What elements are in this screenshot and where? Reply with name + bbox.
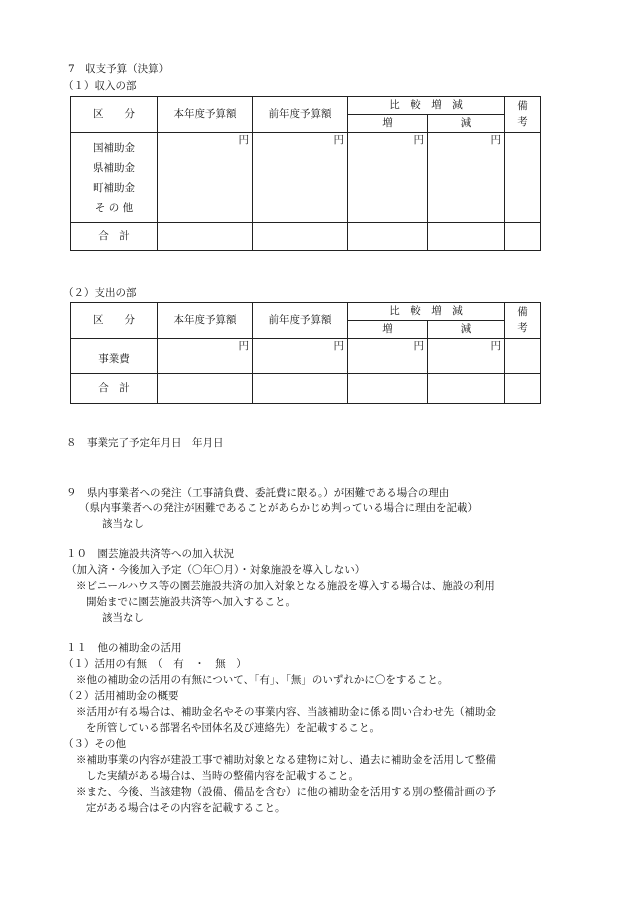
- income-previous-cell: 円: [253, 133, 348, 223]
- income-remarks-cell: [505, 133, 541, 223]
- section10-options: （加入済・今後加入予定（〇年〇月）・対象施設を導入しない）: [66, 564, 366, 576]
- header-previous: 前年度予算額: [253, 303, 348, 339]
- expense-item: 事業費: [98, 353, 130, 365]
- income-total-current: [158, 223, 253, 251]
- section9-answer: 該当なし: [102, 518, 144, 530]
- header-current: 本年度予算額: [158, 97, 253, 133]
- expense-items-cell: [71, 339, 158, 374]
- expense-total-current: [158, 374, 253, 404]
- section9-title: ９ 県内事業者への発注（工事請負費、委託費に限る。）が困難である場合の理由: [66, 487, 450, 499]
- expense-total-remarks: [505, 374, 541, 404]
- section8-text: ８ 事業完了予定年月日 年月日: [66, 437, 224, 449]
- section11-sub3-note1-line1: ※補助事業の内容が建設工事で補助対象となる建物に対し、過去に補助金を活用して整備: [76, 754, 496, 766]
- header-increase: 増: [348, 115, 428, 133]
- expense-current-cell: 円: [158, 339, 253, 374]
- income-item: 県補助金: [93, 162, 135, 174]
- section11-sub3-note1-line2: した実績がある場合は、当時の整備内容を記載すること。: [86, 770, 359, 782]
- header-previous: 前年度予算額: [253, 97, 348, 133]
- income-current-cell: 円: [158, 133, 253, 223]
- section11-sub3-note2-line1: ※また、今後、当該建物（設備、備品を含む）に他の補助金を活用する別の整備計画の予: [76, 786, 496, 798]
- income-total-increase: [348, 223, 428, 251]
- expense-decrease-cell: 円: [428, 339, 505, 374]
- header-current: 本年度予算額: [158, 303, 253, 339]
- expense-total-decrease: [428, 374, 505, 404]
- income-item: 国補助金: [93, 142, 135, 154]
- section7-title: 7 収支予算（決算）: [68, 63, 170, 75]
- income-title: （１）収入の部: [63, 80, 137, 92]
- section10-note-line2: 開始までに園芸施設共済等へ加入すること。: [86, 596, 296, 608]
- header-increase: 増: [348, 321, 428, 339]
- expense-increase-cell: 円: [348, 339, 428, 374]
- income-increase-cell: 円: [348, 133, 428, 223]
- header-category: 区 分: [71, 303, 158, 339]
- income-table: [70, 96, 549, 251]
- section11-sub2-note-line2: を所管している部署名や団体名及び連絡先）を記載すること。: [86, 722, 380, 734]
- section11-sub3-note2-line2: 定がある場合はその内容を記載すること。: [86, 802, 286, 814]
- expense-previous-cell: 円: [253, 339, 348, 374]
- expense-title: （２）支出の部: [63, 287, 137, 299]
- section10-note-line1: ※ビニールハウス等の園芸施設共済の加入対象となる施設を導入する場合は、施設の利用: [76, 580, 495, 592]
- income-total-decrease: [428, 223, 505, 251]
- section10-title: １０ 園芸施設共済等への加入状況: [66, 548, 234, 560]
- section11-sub1-title: （１）活用の有無 （ 有 ・ 無 ）: [63, 658, 247, 670]
- header-compare: 比 較 増 減: [348, 303, 505, 321]
- income-decrease-cell: 円: [428, 133, 505, 223]
- income-item: そ の 他: [94, 202, 134, 214]
- section11-sub2-note-line1: ※活用が有る場合は、補助金名やその事業内容、当該補助金に係る問い合わせ先（補助金: [76, 706, 496, 718]
- expense-total-previous: [253, 374, 348, 404]
- section11-sub2-title: （２）活用補助金の概要: [63, 690, 179, 702]
- section11-sub3-title: （３）その他: [63, 738, 126, 750]
- header-remarks: 備 考: [505, 303, 541, 339]
- income-total-remarks: [505, 223, 541, 251]
- expense-total-increase: [348, 374, 428, 404]
- expense-table: [70, 302, 549, 404]
- section9-note: （県内事業者への発注が困難であることがあらかじめ判っている場合に理由を記載）: [79, 502, 478, 514]
- expense-remarks-cell: [505, 339, 541, 374]
- section10-answer: 該当なし: [102, 612, 144, 624]
- section11-title: １１ 他の補助金の活用: [66, 642, 182, 654]
- header-category: 区 分: [71, 97, 158, 133]
- expense-total-label: 合 計: [71, 374, 158, 404]
- income-items-cell: [71, 133, 158, 223]
- header-decrease: 減: [428, 321, 505, 339]
- income-item: 町補助金: [93, 182, 135, 194]
- header-compare: 比 較 増 減: [348, 97, 505, 115]
- income-total-label: 合 計: [71, 223, 158, 251]
- header-decrease: 減: [428, 115, 505, 133]
- header-remarks: 備 考: [505, 97, 541, 133]
- section11-sub1-note: ※他の補助金の活用の有無について、「有」、「無」のいずれかに〇をすること。: [76, 674, 449, 686]
- income-total-previous: [253, 223, 348, 251]
